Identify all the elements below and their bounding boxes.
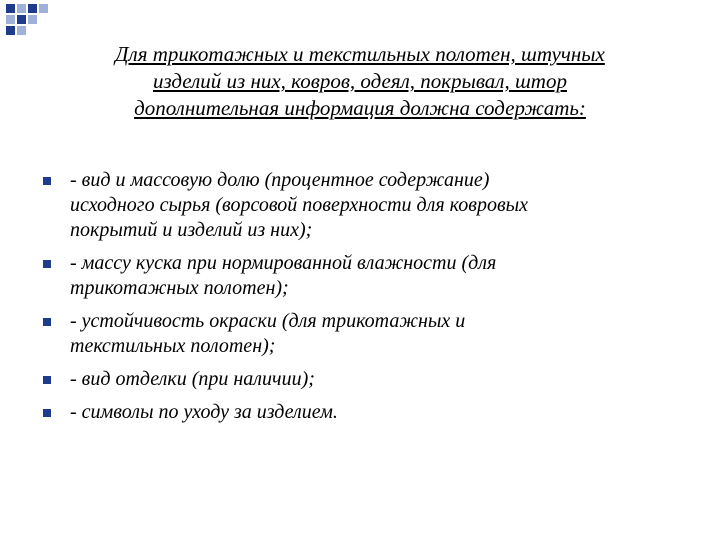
list-item [42, 367, 662, 392]
list-item-line: - устойчивость окраски (для трикотажных и [70, 310, 466, 332]
corner-square [6, 15, 15, 24]
list-item-line: - вид и массовую долю (процентное содержание) [70, 169, 490, 191]
corner-square [39, 4, 48, 13]
corner-square [17, 4, 26, 13]
list-item-line: покрытий и изделий из них); [70, 219, 313, 241]
corner-square [17, 26, 26, 35]
slide-title [50, 41, 670, 122]
list-item-line: текстильных полотен); [70, 335, 276, 357]
square-bullet-icon [43, 376, 51, 384]
corner-square [6, 26, 15, 35]
list-item [42, 400, 662, 425]
square-bullet-icon [43, 318, 51, 326]
list-item-line: - вид отделки (при наличии); [70, 368, 315, 390]
slide-title-line: Для трикотажных и текстильных полотен, штучных [115, 42, 605, 66]
corner-square [17, 15, 26, 24]
corner-square [6, 4, 15, 13]
list-item-line: исходного сырья (ворсовой поверхности для ковровых [70, 194, 529, 216]
list-item [42, 168, 662, 243]
requirements-list [42, 168, 662, 433]
square-bullet-icon [43, 260, 51, 268]
slide-title-line: дополнительная информация должна содержать: [134, 96, 586, 120]
list-item-line: трикотажных полотен); [70, 277, 289, 299]
square-bullet-icon [43, 409, 51, 417]
corner-decoration [0, 0, 60, 40]
list-item [42, 251, 662, 301]
corner-square [28, 4, 37, 13]
square-bullet-icon [43, 177, 51, 185]
list-item [42, 309, 662, 359]
slide-title-line: изделий из них, ковров, одеял, покрывал, штор [153, 69, 567, 93]
list-item-line: - массу куска при нормированной влажности (для [70, 252, 497, 274]
corner-square [28, 15, 37, 24]
list-item-line: - символы по уходу за изделием. [70, 401, 338, 423]
